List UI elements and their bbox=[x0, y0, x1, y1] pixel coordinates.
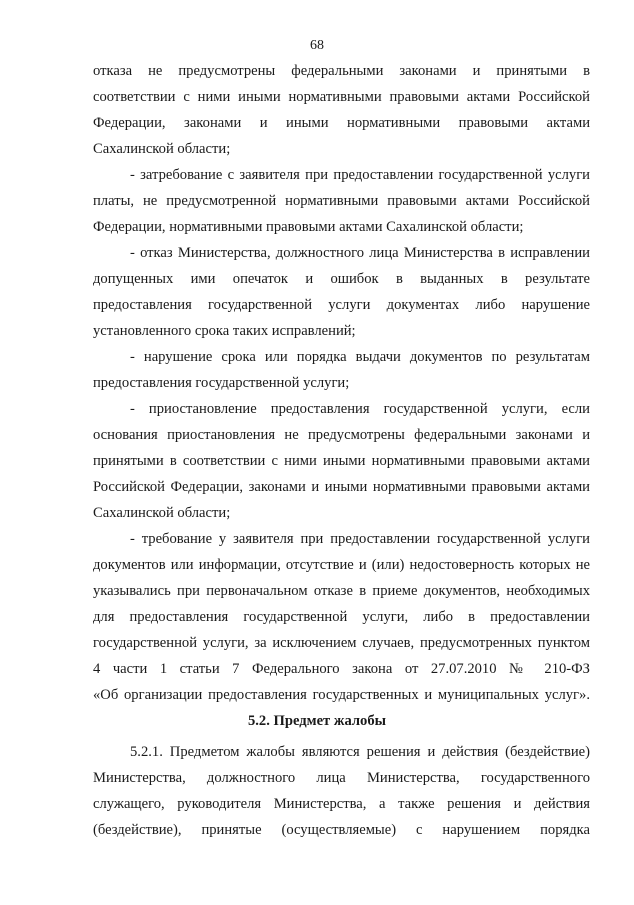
text-line: соответствии с ними иными нормативными правовыми актами Российской bbox=[93, 89, 590, 105]
text-line: Сахалинской области; bbox=[93, 141, 231, 157]
text-line: предоставления государственной услуги документах либо нарушение bbox=[93, 297, 590, 313]
text-line: 4 части 1 статьи 7 Федерального закона от 27.07.2010 № 210-ФЗ bbox=[93, 661, 590, 677]
text-line: Федерации, законами и иными нормативными правовыми актами bbox=[93, 115, 590, 131]
text-line: - затребование с заявителя при предоставлении государственной услуги bbox=[130, 167, 590, 183]
text-line: установленного срока таких исправлений; bbox=[93, 323, 356, 339]
text-line: (бездействие), принятые (осуществляемые) с нарушением порядка bbox=[93, 822, 590, 838]
text-line: отказа не предусмотрены федеральными законами и принятыми в bbox=[93, 63, 590, 79]
text-line: платы, не предусмотренной нормативными правовыми актами Российской bbox=[93, 193, 590, 209]
text-line: «Об организации предоставления государственных и муниципальных услуг». bbox=[93, 687, 590, 703]
text-line: принятыми в соответствии с ними иными нормативными правовыми актами bbox=[93, 453, 590, 469]
text-line: 5.2.1. Предметом жалобы являются решения и действия (бездействие) bbox=[130, 744, 590, 760]
text-line: основания приостановления не предусмотрены федеральными законами и bbox=[93, 427, 590, 443]
text-line: для предоставления государственной услуги, либо в предоставлении bbox=[93, 609, 590, 625]
text-line: предоставления государственной услуги; bbox=[93, 375, 350, 391]
text-line: государственной услуги, за исключением случаев, предусмотренных пунктом bbox=[93, 635, 590, 651]
section-heading: 5.2. Предмет жалобы bbox=[247, 713, 387, 729]
text-line: допущенных ими опечаток и ошибок в выданных в результате bbox=[93, 271, 590, 287]
text-line: - приостановление предоставления государственной услуги, если bbox=[130, 401, 590, 417]
text-line: указывались при первоначальном отказе в приеме документов, необходимых bbox=[93, 583, 590, 599]
text-line: - нарушение срока или порядка выдачи документов по результатам bbox=[130, 349, 590, 365]
page-number: 68 bbox=[310, 38, 324, 53]
text-line: - требование у заявителя при предоставлении государственной услуги bbox=[130, 531, 590, 547]
text-line: служащего, руководителя Министерства, а также решения и действия bbox=[93, 796, 590, 812]
text-line: - отказ Министерства, должностного лица Министерства в исправлении bbox=[130, 245, 590, 261]
text-line: Сахалинской области; bbox=[93, 505, 231, 521]
text-line: Министерства, должностного лица Министерства, государственного bbox=[93, 770, 590, 786]
text-line: документов или информации, отсутствие и (или) недостоверность которых не bbox=[93, 557, 590, 573]
text-line: Российской Федерации, законами и иными нормативными правовыми актами bbox=[93, 479, 590, 495]
text-line: Федерации, нормативными правовыми актами Сахалинской области; bbox=[93, 219, 524, 235]
